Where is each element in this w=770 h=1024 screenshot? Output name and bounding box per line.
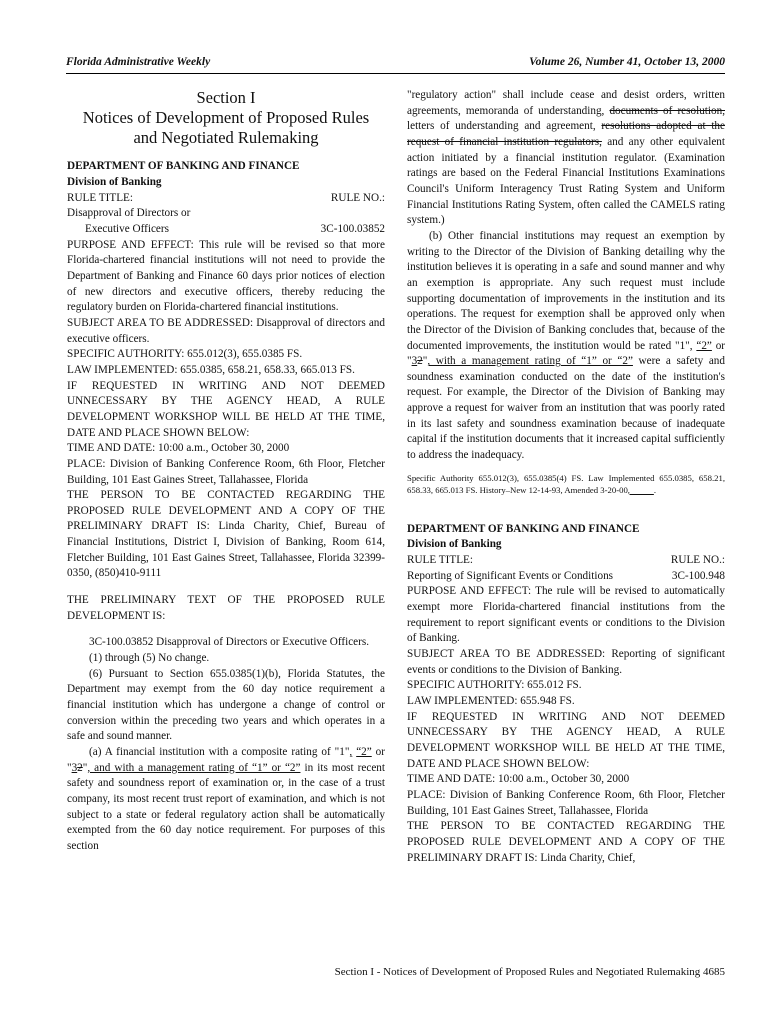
law-implemented: LAW IMPLEMENTED: 655.0385, 658.21, 658.33, 665.013 FS.: [67, 363, 355, 376]
running-header: [66, 55, 725, 74]
issue-info: Volume 26, Number 41, October 13, 2000: [529, 56, 725, 68]
time-and-date-2: TIME AND DATE: 10:00 a.m., October 30, 2000: [407, 773, 630, 786]
contact-person: THE PERSON TO BE CONTACTED REGARDING THE PROPOSED RULE DEVELOPMENT AND A COPY OF THE PRELIMINARY DRAFT IS: Linda Charity, Chief, Bureau of Financial Institutions, District I, Division of Banking, Room 614, Fletcher Building, 101 East Gaines Street, Tallahassee, Florida 32399-0350, (850)410-9111: [67, 489, 385, 580]
time-and-date: TIME AND DATE: 10:00 a.m., October 30, 2000: [67, 442, 290, 455]
purpose-and-effect: PURPOSE AND EFFECT: This rule will be revised so that more Florida-chartered financial institutions will not need to provide the Department of Banking and Finance 60 days prior notices of election of new directors and executive officers, thereby reducing the regulatory burden on Florida-chartered financial institutions.: [67, 238, 385, 314]
purpose-and-effect-2: PURPOSE AND EFFECT: The rule will be revised to automatically exempt more Florida-chartered financial institutions from the requirement to report significant events or conditions to the Division of Banking.: [407, 585, 725, 645]
workshop-notice: IF REQUESTED IN WRITING AND NOT DEEMED UNNECESSARY BY THE AGENCY HEAD, A RULE DEVELOPMENT WORKSHOP WILL BE HELD AT THE TIME, DATE AND PLACE SHOWN BELOW:: [67, 379, 385, 439]
rule-title-row-2b: Reporting of Significant Events or Conditions 3C-100.948: [407, 569, 725, 585]
right-column: [407, 88, 725, 866]
law-implemented-2: LAW IMPLEMENTED: 655.948 FS.: [407, 694, 575, 707]
contact-person-2: THE PERSON TO BE CONTACTED REGARDING THE PROPOSED RULE DEVELOPMENT AND A COPY OF THE PRELIMINARY DRAFT IS: Linda Charity, Chief,: [407, 820, 725, 864]
rule-history: Specific Authority 655.012(3), 655.0385(4) FS. Law Implemented 655.0385, 658.21, 658.33, 665.013 FS. History–New 12-14-93, Amended 3-20-00, .: [407, 472, 725, 495]
rule-title-row2: Executive Officers 3C-100.03852: [67, 222, 385, 238]
rule-title-row: RULE TITLE: RULE NO.:: [67, 191, 385, 204]
rule-title-row-2: RULE TITLE: RULE NO.:: [407, 554, 725, 567]
workshop-notice-2: IF REQUESTED IN WRITING AND NOT DEEMED UNNECESSARY BY THE AGENCY HEAD, A RULE DEVELOPMENT WORKSHOP WILL BE HELD AT THE TIME, DATE AND PLACE SHOWN BELOW:: [407, 710, 725, 770]
rule-text-heading: 3C-100.03852 Disapproval of Directors or Executive Officers.: [89, 636, 370, 649]
specific-authority: SPECIFIC AUTHORITY: 655.012(3), 655.0385 FS.: [67, 348, 303, 361]
rule-text-continued: "regulatory action" shall include cease and desist orders, written agreements, memoranda of understanding, documents of resolution, letters of understanding and agreement, resolutions adopted at the request of financial institution regulators, and any other equivalent action initiated by a financial institution regulator. (Examination ratings are based on the Federal Financial Institutions Examinations Council's Uniform Interagency Trust Rating System and Uniform Financial Institutions Rating System, often called the CAMELS rating system.): [407, 89, 725, 227]
division-heading-2: Division of Banking: [407, 538, 502, 551]
rule-text-para-6a: (a) A financial institution with a composite rating of "1", “2” or "32", and with a management rating of “1” or “2” in its most recent safety and soundness report of examination or, in the case of a trust company, its most recent trust report of examination, and which is not subject to a state or federal regulatory action shall be automatically exempted from the 60 day notice requirement. For purposes of this section: [67, 746, 385, 852]
rule-number-2: 3C-100.948: [671, 569, 725, 582]
subject-area: SUBJECT AREA TO BE ADDRESSED: Disapproval of directors and executive officers.: [67, 316, 385, 345]
subject-area-2: SUBJECT AREA TO BE ADDRESSED: Reporting of significant events or conditions to the Division of Banking.: [407, 648, 725, 676]
rule-number: 3C-100.03852: [320, 223, 385, 236]
rule-title-line1: Disapproval of Directors or: [67, 207, 191, 220]
place-2: PLACE: Division of Banking Conference Room, 6th Floor, Fletcher Building, 101 East Gaines Street, Tallahassee, Florida: [407, 788, 725, 817]
rule-text-para-6: (6) Pursuant to Section 655.0385(1)(b), Florida Statutes, the Department may exempt from the 60 day notice requirement a financial institution which has undergone a change of control or conversion within the preceding two years and which operates in a safe and sound manner.: [67, 667, 385, 743]
place: PLACE: Division of Banking Conference Room, 6th Floor, Fletcher Building, 101 East Gaines Street, Tallahassee, Florida: [67, 457, 385, 486]
department-heading: DEPARTMENT OF BANKING AND FINANCE: [67, 160, 300, 173]
preliminary-text-heading: THE PRELIMINARY TEXT OF THE PROPOSED RULE DEVELOPMENT IS:: [67, 594, 385, 622]
left-column: [67, 88, 385, 855]
publication-name: Florida Administrative Weekly: [66, 56, 211, 68]
rule-text-para-6b: (b) Other financial institutions may request an exemption by writing to the Director of the Division of Banking detailing why the institution believes it is operating in a safe and sound manner and why an exemption is appropriate. Any such request must include supporting documentation of improvements in the institution and its operations. The request for exemption shall be approved only when the Director of the Division of Banking concludes that, because of the documented improvements, the institution would be rated "1", “2” or "32", with a management rating of “1” or “2” were a safety and soundness examination conducted on the date of the institution's request. For example, the Director of the Division of Banking may approve a request for waiver from an institution that was poorly rated in its last safety and soundness examination because of inadequate capital if the institution documents that it increased capital sufficiently to address the inadequacy.: [407, 229, 726, 462]
page-footer: Section I - Notices of Development of Proposed Rules and Negotiated Rulemaking 4685: [334, 966, 725, 978]
section-title: Section I Notices of Development of Proposed Rules and Negotiated Rulemaking: [82, 88, 370, 147]
rule-text-no-change: (1) through (5) No change.: [89, 652, 210, 665]
department-heading-2: DEPARTMENT OF BANKING AND FINANCE: [407, 522, 640, 535]
division-heading: Division of Banking: [67, 176, 162, 189]
specific-authority-2: SPECIFIC AUTHORITY: 655.012 FS.: [407, 679, 582, 692]
